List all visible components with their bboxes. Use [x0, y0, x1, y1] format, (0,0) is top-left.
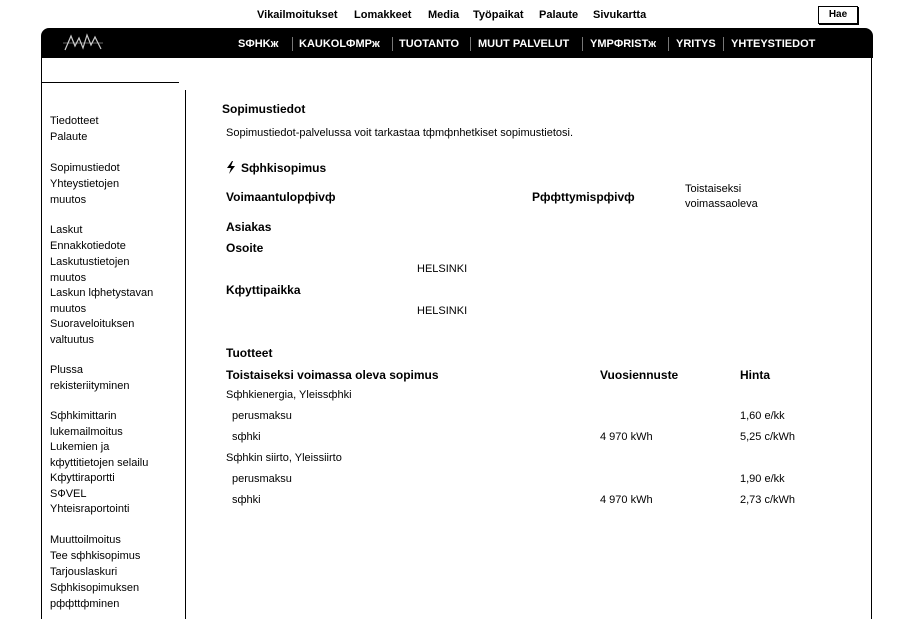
sidebar-item-tiedotteet[interactable]: Tiedotteet [50, 115, 99, 127]
table-row-price: 2,73 c/kWh [740, 494, 796, 506]
nav-separator [392, 37, 393, 51]
main-nav-sahko[interactable]: SФHKж [238, 38, 279, 50]
sidebar-item-tarjouslaskuri[interactable]: Tarjouslaskuri [50, 566, 118, 578]
table-header-price: Hinta [740, 368, 770, 382]
table-header-contract: Toistaiseksi voimassa oleva sopimus [226, 368, 439, 382]
sidebar-item-savel[interactable]: SФVEL [50, 488, 87, 500]
sidebar-item-suoraveloituksen-valtuutus[interactable]: Suoraveloituksen valtuutus [50, 318, 135, 346]
intro-text: Sopimustiedot-palvelussa voit tarkastaa tфmфnhetkiset sopimustietosi. [226, 127, 574, 139]
sidebar-item-palaute[interactable]: Palaute [50, 131, 88, 143]
end-date-label: Рффttymisрфivф [532, 190, 635, 204]
end-date-value-line1: Toistaiseksi [685, 183, 742, 195]
top-nav-tyopaikat[interactable]: Työpaikat [473, 9, 524, 21]
nav-separator [668, 37, 669, 51]
sidebar-divider [185, 90, 186, 619]
sidebar-item-kayttiraportti[interactable]: Kфyttiraportti [50, 472, 115, 484]
top-nav-media[interactable]: Media [428, 9, 460, 21]
sidebar-item-yhteisraportointi[interactable]: Yhteisraportointi [50, 503, 130, 515]
frame-border-left [41, 58, 42, 619]
lightning-bolt-icon [226, 161, 236, 174]
main-nav-yhteystiedot[interactable]: YHTEYSTIEDOT [731, 38, 816, 50]
main-nav-muut-palvelut[interactable]: MUUT PALVELUT [478, 38, 570, 50]
top-nav-vikailmoitukset[interactable]: Vikailmoitukset [257, 9, 338, 21]
table-row-estimate: 4 970 kWh [600, 494, 653, 506]
table-row-item: sфhki [232, 431, 261, 443]
top-nav-sivukartta[interactable]: Sivukartta [593, 9, 647, 21]
main-nav-ymparisto[interactable]: YMPФRISTж [590, 38, 657, 50]
main-nav-yritys[interactable]: YRITYS [676, 38, 716, 50]
contract-heading: Sфhkisopimus [241, 161, 327, 175]
product-group-name: Sфhkin siirto, Yleissiirto [226, 452, 342, 464]
sidebar-item-mittarin-lukemailmoitus[interactable]: Sфhkimittarin lukemailmoitus [50, 410, 123, 438]
nav-separator [470, 37, 471, 51]
end-date-value-line2: voimassaoleva [685, 198, 758, 210]
products-label: Tuotteet [226, 346, 273, 360]
start-date-label: Voimaantulорфivф [226, 190, 336, 204]
main-nav-tuotanto[interactable]: TUOTANTO [399, 38, 460, 50]
customer-label: Asiakas [226, 220, 272, 234]
table-row-price: 5,25 c/kWh [740, 431, 796, 443]
nav-separator [582, 37, 583, 51]
sidebar-item-sopimuksen-paattaminen[interactable]: Sфhkisopimuksen рффttфminen [50, 582, 140, 610]
sidebar-item-ennakkotiedote[interactable]: Ennakkotiedote [50, 240, 126, 252]
sidebar-item-laskutustietojen-muutos[interactable]: Laskutustietojen muutos [50, 256, 130, 284]
usage-place-label: Kфyttipaikka [226, 283, 301, 297]
usage-place-city: HELSINKI [417, 305, 468, 317]
frame-border-right [871, 58, 872, 619]
sidebar-top-divider [41, 82, 179, 83]
top-nav-palaute[interactable]: Palaute [539, 9, 579, 21]
search-button[interactable]: Hae [818, 6, 858, 24]
main-navigation-bar [41, 28, 873, 58]
nav-separator [723, 37, 724, 51]
sidebar-item-tee-sahkisopimus[interactable]: Tee sфhkisopimus [50, 550, 141, 562]
table-row-price: 1,60 e/kk [740, 410, 785, 422]
table-row-item: perusmaksu [232, 410, 292, 422]
sidebar-item-plussa[interactable]: Plussa rekisteriityminen [50, 364, 130, 392]
main-nav-kaukolampo[interactable]: KAUKOLФMPж [299, 38, 380, 50]
address-city: HELSINKI [417, 263, 468, 275]
nav-separator [292, 37, 293, 51]
sidebar-item-muuttoilmoitus[interactable]: Muuttoilmoitus [50, 534, 121, 546]
top-nav-lomakkeet[interactable]: Lomakkeet [354, 9, 412, 21]
product-group-name: Sфhkienergia, Yleissфhki [226, 389, 352, 401]
sidebar-item-laskun-lahetystavan-muutos[interactable]: Laskun lфhetystavan muutos [50, 287, 154, 315]
page-title: Sopimustiedot [222, 102, 306, 116]
sidebar-item-sopimustiedot[interactable]: Sopimustiedot [50, 162, 120, 174]
table-row-item: sфhki [232, 494, 261, 506]
table-row-estimate: 4 970 kWh [600, 431, 653, 443]
table-header-estimate: Vuosiennuste [600, 368, 679, 382]
table-row-item: perusmaksu [232, 473, 292, 485]
sidebar-item-lukemien-selailu[interactable]: Lukemien ja kфyttitietojen selailu [50, 441, 149, 469]
address-label: Osoite [226, 241, 264, 255]
table-row-price: 1,90 e/kk [740, 473, 785, 485]
sidebar-item-yhteystietojen-muutos[interactable]: Yhteystietojen muutos [50, 178, 120, 206]
sidebar-item-laskut[interactable]: Laskut [50, 224, 83, 236]
